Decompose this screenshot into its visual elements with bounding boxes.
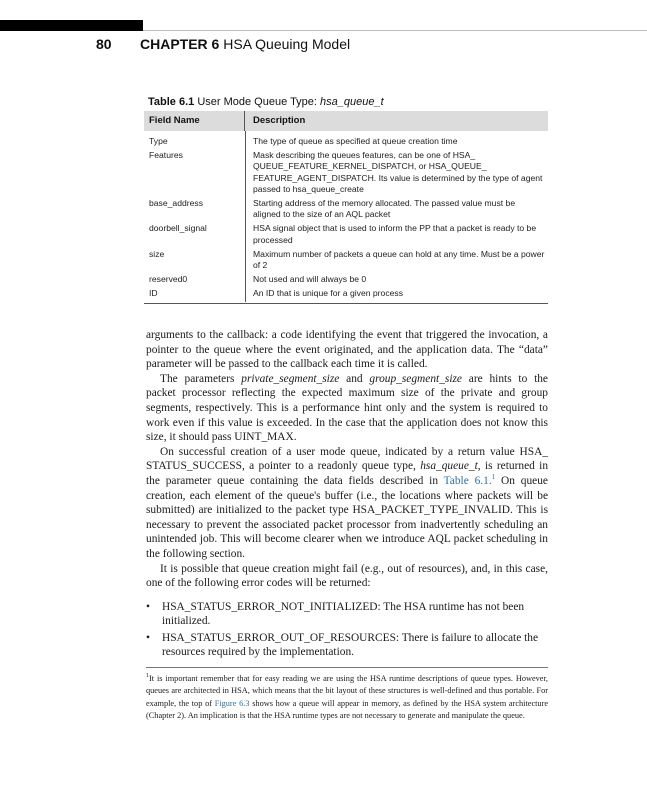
table-row [144, 198, 548, 220]
param-group-segment-size: group_segment_size [369, 372, 462, 385]
column-divider [245, 131, 246, 302]
description-cell: HSA signal object that is used to inform the PP that a packet is ready to be processed [253, 223, 537, 245]
table-number: Table 6.1 [148, 96, 195, 108]
chapter-label: CHAPTER 6 [140, 36, 220, 52]
text-run: The parameters [160, 372, 242, 385]
body-text [146, 328, 548, 662]
paragraph [146, 445, 548, 562]
field-name-cell: Features [149, 150, 183, 161]
bullet-icon: • [146, 600, 150, 613]
text-run: are hints to the packet processor reflecting the expected maximum size of the private and group segments, respectively. This is a performance hint only and the system is required to work even if this value is exceeded. In the case that the application does not know this size, it should pass UINT_MAX. [146, 372, 548, 444]
text-run: and [339, 372, 370, 385]
table-reference-text: Table 6.1 [443, 474, 489, 487]
type-name: hsa_queue_t [420, 460, 478, 473]
field-name-cell: doorbell_signal [149, 223, 207, 234]
list-item [146, 631, 548, 660]
text-run: On queue creation, each element of the queue's buffer (i.e., the locations where packets will be submitted) are initialized to the packet type HSA_PACKET_TYPE_INVALID. This is necessary to prevent the associated packet processor from inadvertently scheduling an unintended job. This will become clearer when we introduce AQL packet scheduling in the following section. [146, 474, 548, 560]
page-number: 80 [96, 36, 112, 52]
table-reference-link[interactable]: Table 6.1.$^1$ [443, 473, 496, 487]
bullet-icon: • [146, 631, 150, 644]
footnote-marker: 1 [491, 473, 496, 482]
column-header-field-name: Field Name [144, 111, 245, 131]
table-header-row [144, 111, 548, 131]
param-private-segment-size: private_segment_size [241, 372, 340, 385]
footnote-mark: 1 [146, 673, 149, 680]
list-item-text: HSA_STATUS_ERROR_NOT_INITIALIZED: The HSA runtime has not been initialized. [162, 600, 525, 628]
description-cell: Mask describing the queues features, can be one of HSA_ QUEUE_FEATURE_KERNEL_DISPATCH, or HSA_QUEUE_ FEATURE_AGENT_DISPATCH. Its value is determined by the type of agent passed to hsa_queue_create [253, 150, 543, 194]
text-run: , is returned in the parameter queue containing the data fields described in [146, 460, 549, 487]
text-run: It is important remember that for easy reading we are using the HSA runtime descriptions of queue types. However, queues are architected in HSA, which means that the bit layout of these structures is well-defined and thus portable. For example, the top of [146, 674, 548, 708]
field-name-cell: Type [149, 136, 168, 146]
header-rule [143, 30, 647, 31]
paragraph: arguments to the callback: a code identifying the event that triggered the invocation, a pointer to the queue where the event originated, and the application data. The “data” parameter will be passed to the callback each time it is called. [146, 329, 548, 371]
table-caption-text: User Mode Queue Type: [197, 96, 317, 108]
description-cell: The type of queue as specified at queue creation time [253, 136, 458, 146]
paragraph [146, 372, 548, 445]
footnote [146, 673, 548, 722]
table-row [144, 150, 548, 195]
table-caption-type: hsa_queue_t [320, 96, 384, 108]
table-body [144, 131, 548, 300]
field-name-cell: base_address [149, 198, 203, 209]
description-cell: Maximum number of packets a queue can hold at any time. Must be a power of 2 [253, 248, 545, 271]
paragraph: It is possible that queue creation might fail (e.g., out of resources), and, in this case, one of the following error codes will be returned: [146, 562, 548, 590]
error-code-list [146, 600, 548, 660]
text-run: shows how a queue will appear in memory, as defined by the HSA system architecture (Chapter 2). An implication is that the HSA runtime types are not necessary to generate and manipulate the queue. [146, 698, 549, 720]
footnote-rule [146, 667, 548, 668]
chapter-title: HSA Queuing Model [223, 36, 351, 52]
header-bar [0, 20, 143, 31]
figure-reference-link[interactable]: Figure 6.3 [214, 698, 250, 708]
table-row [144, 274, 548, 285]
description-cell: An ID that is unique for a given process [253, 288, 403, 299]
table-row [144, 249, 548, 271]
table-row [144, 136, 548, 147]
running-header [96, 36, 350, 52]
list-item-text: HSA_STATUS_ERROR_OUT_OF_RESOURCES: There is failure to allocate the resources required by the implementation. [162, 631, 539, 659]
description-cell: Not used and will always be 0 [253, 274, 367, 285]
table-bottom-rule [144, 303, 548, 304]
field-name-cell: reserved0 [149, 274, 188, 285]
text-run: On successful creation of a user mode queue, indicated by a return value HSA_ STATUS_SUCCESS, a pointer to a readonly queue type, [146, 445, 548, 473]
queue-type-table [144, 111, 548, 304]
list-item [146, 600, 548, 629]
description-cell: Starting address of the memory allocated. The passed value must be aligned to the size of an AQL packet [253, 198, 516, 220]
table-row [144, 288, 548, 299]
table-row [144, 223, 548, 245]
field-name-cell: ID [149, 288, 158, 299]
field-name-cell: size [149, 248, 165, 259]
column-header-description: Description [253, 115, 306, 127]
table-caption [148, 96, 384, 108]
